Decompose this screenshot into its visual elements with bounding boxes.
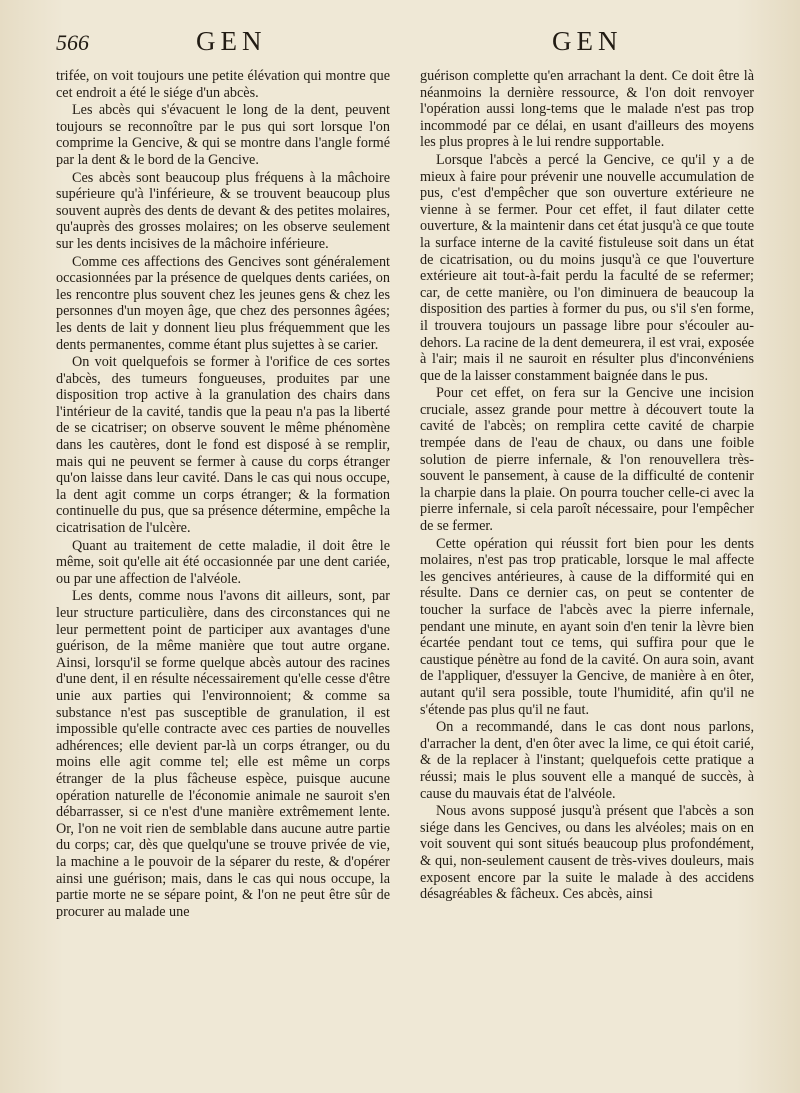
left-column xyxy=(56,68,390,920)
paragraph: Lorsque l'abcès a percé la Gencive, ce qu'il y a de mieux à faire pour prévenir une nouvelle accumulation de pus, c'est d'empêcher que son ouverture extérieure ne vienne à se fermer. Pour cet effet, il faut dilater cette ouverture, & la maintenir dans cet état jusqu'à ce que toute la surface interne de la cavité fistuleuse soit dans un état de cicatrisation, ou du moins jusqu'à ce que l'ouverture extérieure ait tout-à-fait perdu la faculté de se refermer; car, de cette manière, ou l'on diminuera de beaucoup la disposition des parties à former du pus, ou s'il s'en forme, il trouvera toujours un passage libre pour s'écouler au-dehors. La racine de la dent demeurera, il est vrai, exposée à l'air; mais il ne sauroit en résulter plus d'inconvéniens que de la laisser constamment baignée dans le pus. xyxy=(420,151,754,384)
paragraph: Pour cet effet, on fera sur la Gencive une incision cruciale, assez grande pour mettre à découvert toute la cavité de l'abcès; on remplira cette cavité de charpie trempée dans de l'eau de chaux, ou dans une foible solution de pierre infernale, & l'on renouvellera très-souvent le pansement, à cause de la difficulté de contenir la charpie dans la plaie. On pourra toucher celle-ci avec la pierre infernale, si cela paroît nécessaire, pour l'empêcher de se fermer. xyxy=(420,385,754,535)
paragraph: Les dents, comme nous l'avons dit ailleurs, sont, par leur structure particulière, dans des circonstances qui ne leur permettent point de participer aux avantages d'une guérison, de la même manière que tout autre organe. Ainsi, lorsqu'il se forme quelque abcès autour des racines d'une dent, il en résulte nécessairement qu'elle cesse d'être unie aux parties qui l'environnoient; & comme sa substance n'est pas susceptible de granulation, il est impossible qu'elle contracte avec ces parties de nouvelles adhérences; elle devient par-là un corps étranger, ou du moins elle agit comme tel; elle est même un corps étranger de la plus fâcheuse espèce, puisque aucune opération naturelle de l'économie animale ne sauroit s'en débarrasser, si ce n'est d'une manière extrêmement lente. Or, l'on ne voit rien de semblable dans aucune autre partie du corps; car, dès que quelqu'une se trouve privée de vie, la machine a le pouvoir de la séparer du reste, & d'opérer ainsi une guérison; mais, dans le cas qui nous occupe, la partie morte ne se sépare point, & l'on ne peut être sûr de procurer au malade une xyxy=(56,588,390,920)
paragraph: Ces abcès sont beaucoup plus fréquens à la mâchoire supérieure qu'à l'inférieure, & se trouvent beaucoup plus souvent auprès des dents de devant & des petites molaires, qu'auprès des grosses molaires; on les observe seulement sur les dents incisives de la mâchoire inférieure. xyxy=(56,169,390,252)
running-head-right: GEN xyxy=(552,26,623,56)
paragraph: trifée, on voit toujours une petite élévation qui montre que cet endroit a été le siége d'un abcès. xyxy=(56,68,390,101)
paragraph: Comme ces affections des Gencives sont généralement occasionnées par la présence de quelques dents cariées, on les rencontre plus souvent chez les jeunes gens & chez les personnes d'un moyen âge, que chez des personnes âgées; les dents de lait y donnent lieu plus fréquemment que les dents permanentes, comme étant plus sujettes à se carier. xyxy=(56,253,390,353)
paragraph: Quant au traitement de cette maladie, il doit être le même, soit qu'elle ait été occasionnée par une dent cariée, ou par une affection de l'alvéole. xyxy=(56,537,390,587)
page-header xyxy=(56,26,754,64)
paragraph: Nous avons supposé jusqu'à présent que l'abcès a son siége dans les Gencives, ou dans les alvéoles; mais on en voit souvent qui sont situés beaucoup plus profondément, & qui, non-seulement causent de très-vives douleurs, mais exposent encore par la suite le malade à des accidens désagréables & fâcheux. Ces abcès, ainsi xyxy=(420,803,754,903)
paragraph: guérison complette qu'en arrachant la dent. Ce doit être là néanmoins la dernière ressource, & l'on doit renvoyer l'opération aussi long-tems que le malade n'est pas trop incommodé par ce délai, en usant d'ailleurs des moyens les plus propres à le lui rendre supportable. xyxy=(420,68,754,151)
running-head-left: GEN xyxy=(196,26,267,56)
paragraph: Cette opération qui réussit fort bien pour les dents molaires, n'est pas trop praticable, lorsque le mal affecte les gencives antérieures, à cause de la difformité qui en résulte. Dans ce dernier cas, on peut se contenter de toucher la surface de l'abcès avec la pierre infernale, pendant une minute, en ayant soin d'en tenir la lèvre bien écartée pendant tout ce tems, qui suffira pour que le caustique pénètre au fond de la cavité. On aura soin, avant de l'appliquer, d'essuyer la Gencive, de manière à en ôter, autant qu'il sera possible, toute l'humidité, afin qu'il ne s'étende pas plus qu'il ne faut. xyxy=(420,535,754,718)
page-number: 566 xyxy=(56,30,89,55)
text-columns xyxy=(56,68,754,920)
paragraph: On voit quelquefois se former à l'orifice de ces sortes d'abcès, des tumeurs fongueuses, produites par une disposition trop active à la granulation des chairs dans l'intérieur de la cavité, tandis que la peau n'a pas la liberté de se cicatriser; on observe souvent le même phénomène dans les cautères, dont le fond est disposé à se remplir, mais qui ne peuvent se fermer à cause du corps étranger qu'on laisse dans leur cavité. Dans le cas qui nous occupe, la dent agit comme un corps étranger; & la formation continuelle du pus, que sa présence détermine, empêche la cicatrisation de l'ulcère. xyxy=(56,354,390,537)
paragraph: On a recommandé, dans le cas dont nous parlons, d'arracher la dent, d'en ôter avec la lime, ce qui étoit carié, & de la replacer à l'instant; quelquefois cette pratique a réussi; mais le plus souvent elle a manqué de succès, à cause du mauvais état de l'alvéole. xyxy=(420,719,754,802)
right-column xyxy=(420,68,754,920)
paragraph: Les abcès qui s'évacuent le long de la dent, peuvent toujours se reconnoître par le pus qui sort lorsque l'on comprime la Gencive, & qui se montre dans l'angle formé par la dent & le bord de la Gencive. xyxy=(56,102,390,168)
